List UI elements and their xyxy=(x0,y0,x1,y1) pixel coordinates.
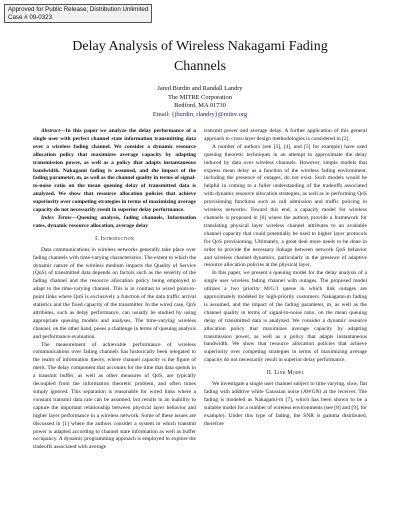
index-terms xyxy=(33,215,196,231)
city: Bedford, MA 01730 xyxy=(174,102,226,110)
title-line-1: Delay Analysis of Wireless Nakagami Fading xyxy=(72,39,328,54)
paper-title xyxy=(0,37,400,77)
email-link[interactable]: Email: {jburdin, rlandry}@mitre.org xyxy=(152,110,248,118)
section-heading-introduction: I. Introduction xyxy=(95,235,134,242)
link-model-paragraph-1: We investigate a single user channel subject to time varying, slow, flat fading with additive white Gaussian noise (AWGN) at the receiver. The fading is modeled as Nakagami-m [7], which has been shown to be a suitable model for a number of wireless environments (see [8] and [9], for example). Under this type of fading, the SNR is gamma distributed, therefore xyxy=(204,381,367,427)
case-number: Case # 09-0323 xyxy=(8,13,53,21)
intro-paragraph-3: A number of authors (see [3], [4], and [5] for example) have used queuing theoretic techniques in an attempt to approximate the delay induced by data over wireless channels. However, simple models that express mean delay as a function of the wireless fading environment, including the presence of outages, do not exist. Such models would be helpful in coming to a fuller understanding of the tradeoffs associated with dynamic resource allocation strategies, as well as in performing QoS provisioning functions such as call admission and traffic policing in wireless networks. Toward this end, a capacity model for wireless channels is proposed in [6] where the authors provide a framework for translating physical layer wireless channel attributes to an available channel capacity that could potentially be used to higher layer protocols for QoS provisioning. Ultimately, a great deal more needs to be done in order to provide the necessary linkage between network QoS behavior and wireless channel dynamics, particularly in the presence of adaptive resource allocation policies at the physical layer. xyxy=(204,143,367,269)
right-column xyxy=(204,128,367,429)
index-terms-lead: Index Terms— xyxy=(41,214,77,221)
organization: The MITRE Corporation xyxy=(168,93,232,101)
index-terms-body: Queuing analysis, fading channels, Information rates, dynamic resource allocation, average delay xyxy=(33,214,197,229)
release-notice xyxy=(4,4,152,23)
authors: Jared Burdin and Randall Landry xyxy=(157,85,243,92)
abstract-lead: Abstract— xyxy=(41,128,66,134)
intro-paragraph-1: Data communications in wireless networks generally take place over fading channels with time-varying characteristics. The extent to which the dynamic nature of the wireless medium impacts the Quality of Service (QoS) of transmitted data depends on factors such as the severity of the fading channel and the resource allocation policy being employed to adapt to the time-varying channel. This is in contrast to wired point-to-point links where QoS is exclusively a function of the data traffic arrival statistics and the fixed capacity of the transmitter. In the wired case, QoS attributes, such as delay performance, can usually be studied by using appropriate queuing models and analyses. The time-varying wireless channel, on the other hand, poses a challenge in terms of queuing analysis and performance evaluation. xyxy=(33,246,197,340)
title-line-2: Channels xyxy=(173,59,227,74)
email xyxy=(0,111,400,120)
abstract-body: In this paper we analyze the delay performance of a single user with perfect channel state information transmitting data over a wireless fading channel. We consider a dynamic resource allocation policy that maximizes average capacity by adapting transmission power, as well as a policy that adapts instantaneous bandwidth. Nakagami fading is assumed, and the impact of the fading parameter, m, as well as the channel quality in terms of signal-to-noise ratio on the mean queuing delay of transmitted data is analyzed. We show that resource allocation policies that achieve superiority over competing strategies in terms of maximizing average capacity do not necessarily result in superior delay performance. xyxy=(33,128,196,214)
left-column xyxy=(33,128,196,452)
intro-paragraph-4: In this paper, we present a queuing model for the delay analysis of a single user wireless fading channel with outages. The proposed model utilizes a two priority M/G/1 queue in which link outages are approximately modeled by high-priority customers. Nakagami-m fading is assumed, and the impact of the fading parameter, m, as well as the channel quality in terms of signal-to-noise ratio, on the mean queuing delay of transmitted data is analyzed. We consider a dynamic resource allocation policy that maximizes average capacity by adapting transmission power, as well as a policy that adapts instantaneous bandwidth. We show that resource allocation policies that achieve superiority over competing strategies in terms of maximizing average capacity do not necessarily result in superior delay performance. xyxy=(204,270,367,364)
author-block xyxy=(0,85,400,119)
section-heading-link-model: II. Link Model xyxy=(266,370,305,377)
release-line: Approved for Public Release; Distribution Unlimited xyxy=(8,6,149,13)
intro-paragraph-2: The measurement of achievable performance of wireless communications over fading channels has historically been relegated to the realm of information theory, where channel capacity is the figure of merit. The delay component that accounts for the time that data spends in a transmit buffer, as well as other measures of QoS, are typically decoupled from the information theoretic problem, and often times simply ignored. This separation is reasonable for wired links where a constant transmit data rate can be assumed, but results in an inability to capture the important relationship between physical layer behavior and higher layer performance in a wireless network. Some of these issues are discussed in [1] where the authors consider a system in which transmit power is adapted according to channel state information as well as buffer occupancy. A dynamic programming approach is employed to explore the tradeoffs associated with average xyxy=(33,341,196,451)
intro-paragraph-continued: transmit power and average delay. A further application of this general approach to cross-layer design methodologies is considered in [2]. xyxy=(204,128,367,142)
abstract xyxy=(33,128,196,215)
